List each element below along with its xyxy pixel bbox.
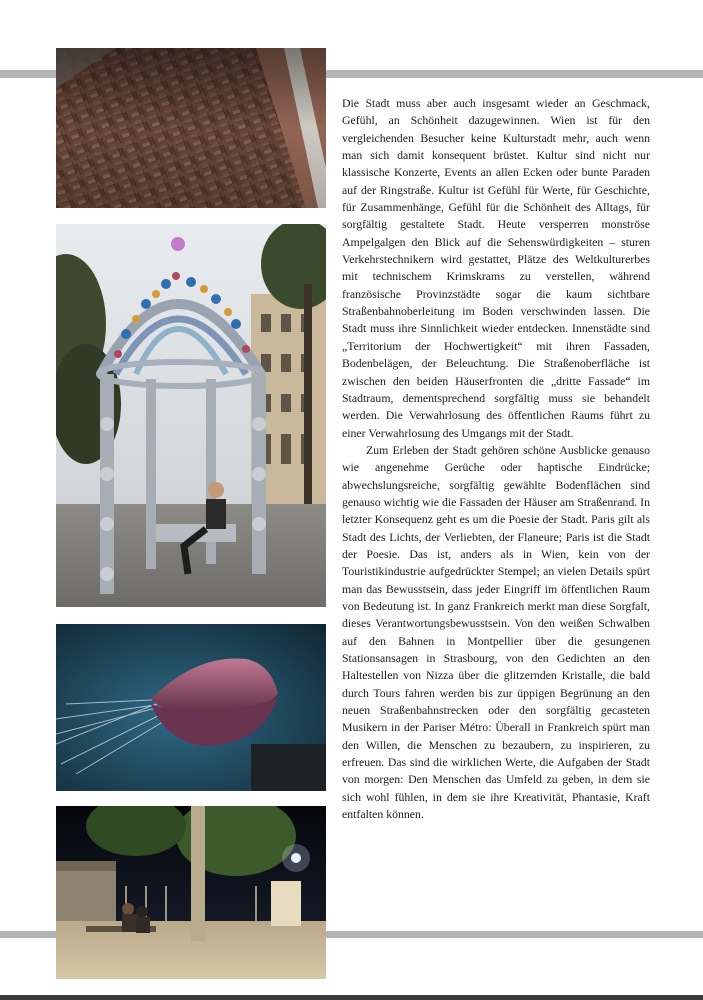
- article-paragraph-1: Die Stadt muss aber auch insgesamt wieder an Geschmack, Gefühl, an Schönheit dazugewinnen. Wien ist für den vergleichenden Besucher keine Kulturstadt mehr, auch wenn man sich damit konsequent brüstet. Kultur sind nicht nur klassische Konzerte, Events an allen Ecken oder bunte Paraden auf der Ringstraße. Kultur ist Gefühl für Werte, für Geschichte, für Zusammenhänge, Gefühl für die Schönheit des Alltags, für sorgfältig gestaltete Stadt. Heute versperren monströse Ampelgalgen den Blick auf die Sehenswürdigkeiten – sturen Verkehrstechnikern wird gestattet, Plätze des Weltkulturerbes mit technischem Krimskrams zu verstellen, während französische Provinzstädte sogar die kaum sichtbare Straßenbahnoberleitung im Boden verschwinden lassen. Die Stadt muss ihre Sinnlichkeit wieder entdecken. Innenstädte sind „Territorium der Hochwertigkeit“ mit ihren Fassaden, Bodenbelägen, der Beleuchtung. Die Straßenoberfläche ist zwischen den beiden Häuserfronten die „dritte Fassade“ im Stadtraum, dementsprechend sorgfältig muss sie behandelt werden. Die Verwahrlosung des öffentlichen Raums führt zu einer Verwahrlosung des Umgangs mit der Stadt.: [342, 96, 650, 440]
- page-bottom-edge: [0, 995, 703, 1000]
- article-text-column: [342, 95, 650, 823]
- pavement-photo: [56, 48, 326, 208]
- article-paragraph-2: Zum Erleben der Stadt gehören schöne Ausblicke genauso wie angenehme Gerüche oder haptische Eindrücke; abwechslungsreiche, sorgfältig gewählte Bodenflächen sind genauso wichtig wie die Fassaden der Häuser am Straßenrand. In letzter Konsequenz geht es um die Poesie der Stadt. Paris gilt als Stadt des Lichts, der Verliebten, der Flaneure; Paris ist die Stadt der Poesie. Das ist, anders als in Wien, kein von der Touristikindustrie aufgedrückter Stempel; an vielen Details spürt man das Bewusstsein, dass jeder Eingriff im öffentlichen Raum von Bedeutung ist. In ganz Frankreich merkt man diese Sorgfalt, dieses Verantwortungsbewusstsein. Von den weißen Schwalben auf den Bahnen in Montpellier über die gesungenen Stationsansagen in Strasbourg, von den Gedichten an den Haltestellen von Nizza über die glitzernden Kristalle, die bald durch Tours fahren werden bis zur üppigen Begrünung an den neuen Straßenbahnstrecken oder den sorgfältig gecasteten Musikern in der Pariser Métro: Überall in Frankreich spürt man den Willen, die Menschen zu bezaubern, zu inspirieren, zu erfreuen. Das sind die wirklichen Werte, die Aufgaben der Stadt von morgen: Den Menschen das Umfeld zu geben, in dem sie sich wohl fühlen, in dem sie ihre Kreativität, Phantasie, Kraft entfalten können.: [342, 442, 650, 822]
- kiosk-photo: [56, 224, 326, 607]
- night-plaza-photo: [56, 806, 326, 979]
- lips-photo: [56, 624, 326, 791]
